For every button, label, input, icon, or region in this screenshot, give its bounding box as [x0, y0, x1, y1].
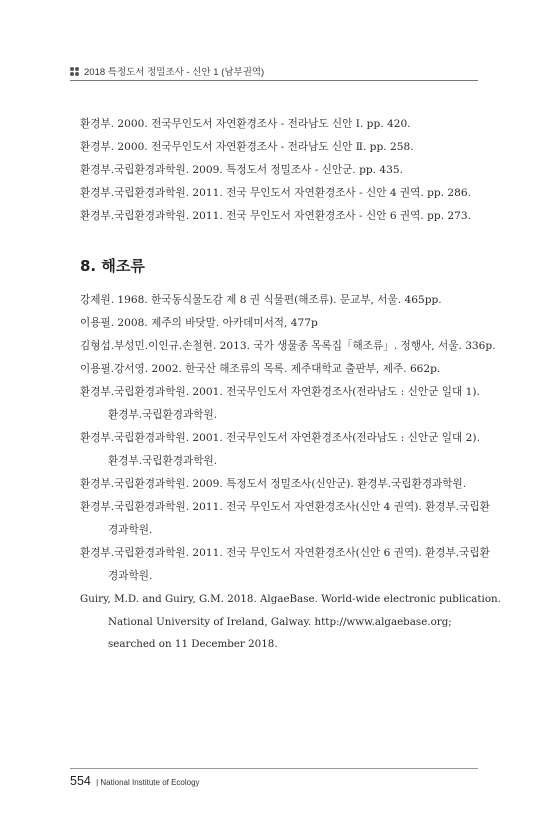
footer-separator: | [93, 778, 101, 787]
reference-item: 김형섭.부성민.이인규.손철현. 2013. 국가 생물종 목록집「해조류」. 정행사, 서울. 336p. [80, 340, 496, 352]
running-header [70, 64, 490, 78]
reference-item: 환경부.국립환경과학원. 2011. 전국 무인도서 자연환경조사(신안 4 권역). 환경부.국립환 경과학원. [80, 501, 490, 536]
reference-item: 환경부.국립환경과학원. 2009. 특정도서 정밀조사(신안군). 환경부.국립환경과학원. [80, 478, 467, 490]
page-number: 554 [70, 774, 91, 788]
bullet-dots-icon [70, 67, 79, 76]
footer-text: National Institute of Ecology [100, 778, 200, 787]
reference-item: 강제원. 1968. 한국동식물도감 제 8 권 식물편(해조류). 문교부, 서울. 465pp. [80, 294, 442, 306]
page-footer [70, 774, 200, 788]
reference-item: 환경부. 2000. 전국무인도서 자연환경조사 - 전라남도 신안 Ⅱ. pp. 258. [80, 141, 414, 153]
footer-divider [70, 768, 478, 769]
header-divider [70, 80, 478, 81]
section-heading: 8. 해조류 [80, 257, 145, 275]
reference-item: 환경부.국립환경과학원. 2011. 전국 무인도서 자연환경조사 - 신안 6 권역. pp. 273. [80, 210, 472, 222]
reference-item: 환경부. 2000. 전국무인도서 자연환경조사 - 전라남도 신안 Ⅰ. pp. 420. [80, 118, 411, 130]
reference-item: 환경부.국립환경과학원. 2011. 전국 무인도서 자연환경조사 - 신안 4 권역. pp. 286. [80, 187, 472, 199]
reference-item: 환경부.국립환경과학원. 2009. 특정도서 정밀조사 - 신안군. pp. 435. [80, 164, 404, 176]
header-text: 2018 특정도서 정밀조사 - 신안 1 (남부권역) [84, 67, 265, 78]
reference-item: 환경부.국립환경과학원. 2001. 전국무인도서 자연환경조사(전라남도 : 신안군 일대 2). 환경부.국립환경과학원. [80, 432, 480, 467]
reference-item: Guiry, M.D. and Guiry, G.M. 2018. AlgaeBase. World-wide electronic publication. National University of Ireland, Galway. http://www.algaebase.org; searched on 11 December 2018. [80, 593, 501, 650]
reference-item: 이용필.강서영. 2002. 한국산 해조류의 목록. 제주대학교 출판부, 제주. 662p. [80, 363, 441, 375]
reference-item: 이용필. 2008. 제주의 바닷말. 아카데미서적, 477p [80, 317, 318, 329]
reference-item: 환경부.국립환경과학원. 2011. 전국 무인도서 자연환경조사(신안 6 권역). 환경부.국립환 경과학원. [80, 547, 490, 582]
reference-item: 환경부.국립환경과학원. 2001. 전국무인도서 자연환경조사(전라남도 : 신안군 일대 1). 환경부.국립환경과학원. [80, 386, 480, 421]
